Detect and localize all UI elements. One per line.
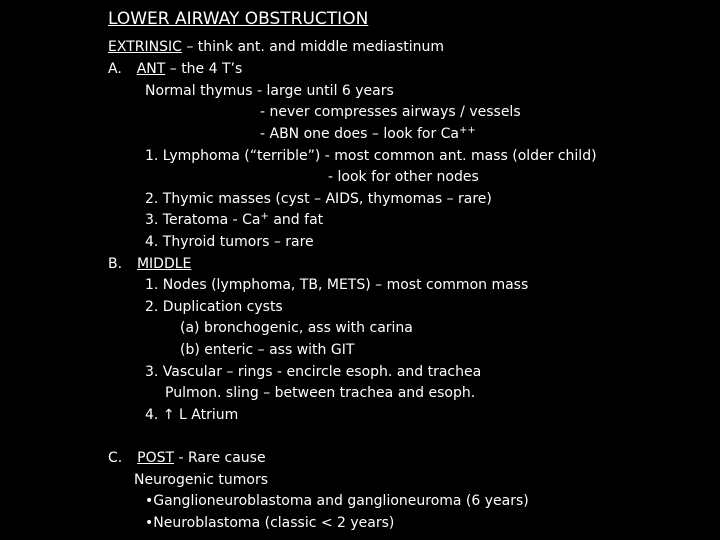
section-a-description: – the 4 T’s [165, 61, 243, 77]
middle-item-2b: (b) enteric – ass with GIT [180, 342, 355, 358]
ant-item-1-continued: - look for other nodes [328, 169, 479, 185]
slide-title [108, 8, 368, 30]
middle-item-3-continued: Pulmon. sling – between trachea and esoph. [165, 385, 476, 401]
section-b-heading: MIDDLE [136, 256, 192, 272]
middle-item-1: 1. Nodes (lymphoma, TB, METS) – most common mass [145, 277, 529, 293]
extrinsic-heading: EXTRINSIC [108, 39, 182, 55]
section-b-marker: B. [108, 256, 123, 272]
thymus-line-3-superscript: ++ [459, 125, 476, 136]
middle-item-2: 2. Duplication cysts [145, 299, 283, 315]
ant-item-3-text: 3. Teratoma - Ca [145, 212, 261, 228]
post-subheading: Neurogenic tumors [134, 472, 268, 488]
section-c-marker: C. [108, 450, 123, 466]
up-arrow-icon: ↑ [162, 407, 175, 423]
ant-item-3-superscript: + [260, 211, 269, 222]
ant-item-3-tail: and fat [268, 212, 324, 228]
thymus-line-2: - never compresses airways / vessels [260, 104, 521, 120]
post-bullet-2: •Neuroblastoma (classic < 2 years) [145, 515, 395, 531]
slide-title-text: LOWER AIRWAY OBSTRUCTION [108, 9, 369, 29]
ant-item-3 [145, 210, 323, 230]
middle-item-3: 3. Vascular – rings - encircle esoph. and trachea [145, 364, 482, 380]
section-a-heading-line [108, 59, 242, 79]
ant-item-1: 1. Lymphoma (“terrible”) - most common ant. mass (older child) [145, 148, 597, 164]
section-c-heading: POST [137, 450, 175, 466]
post-bullet-1: •Ganglioneuroblastoma and ganglioneuroma (6 years) [145, 493, 529, 509]
middle-item-4 [145, 405, 238, 425]
section-a-heading: ANT [136, 61, 166, 77]
thymus-line-3 [260, 124, 476, 144]
section-c-description: - Rare cause [174, 450, 266, 466]
ant-item-4: 4. Thyroid tumors – rare [145, 234, 314, 250]
middle-item-4-number: 4. [145, 407, 159, 423]
thymus-line-3-text: - ABN one does – look for Ca [260, 126, 460, 142]
extrinsic-description: – think ant. and middle mediastinum [181, 39, 445, 55]
ant-item-2: 2. Thymic masses (cyst – AIDS, thymomas – rare) [145, 191, 492, 207]
thymus-line-1: Normal thymus - large until 6 years [145, 83, 394, 99]
middle-item-4-text: L Atrium [179, 407, 239, 423]
extrinsic-line [108, 37, 444, 57]
section-c-heading-line [108, 448, 266, 468]
middle-item-2a: (a) bronchogenic, ass with carina [180, 320, 413, 336]
section-b-heading-line [108, 254, 191, 274]
section-a-marker: A. [108, 61, 122, 77]
